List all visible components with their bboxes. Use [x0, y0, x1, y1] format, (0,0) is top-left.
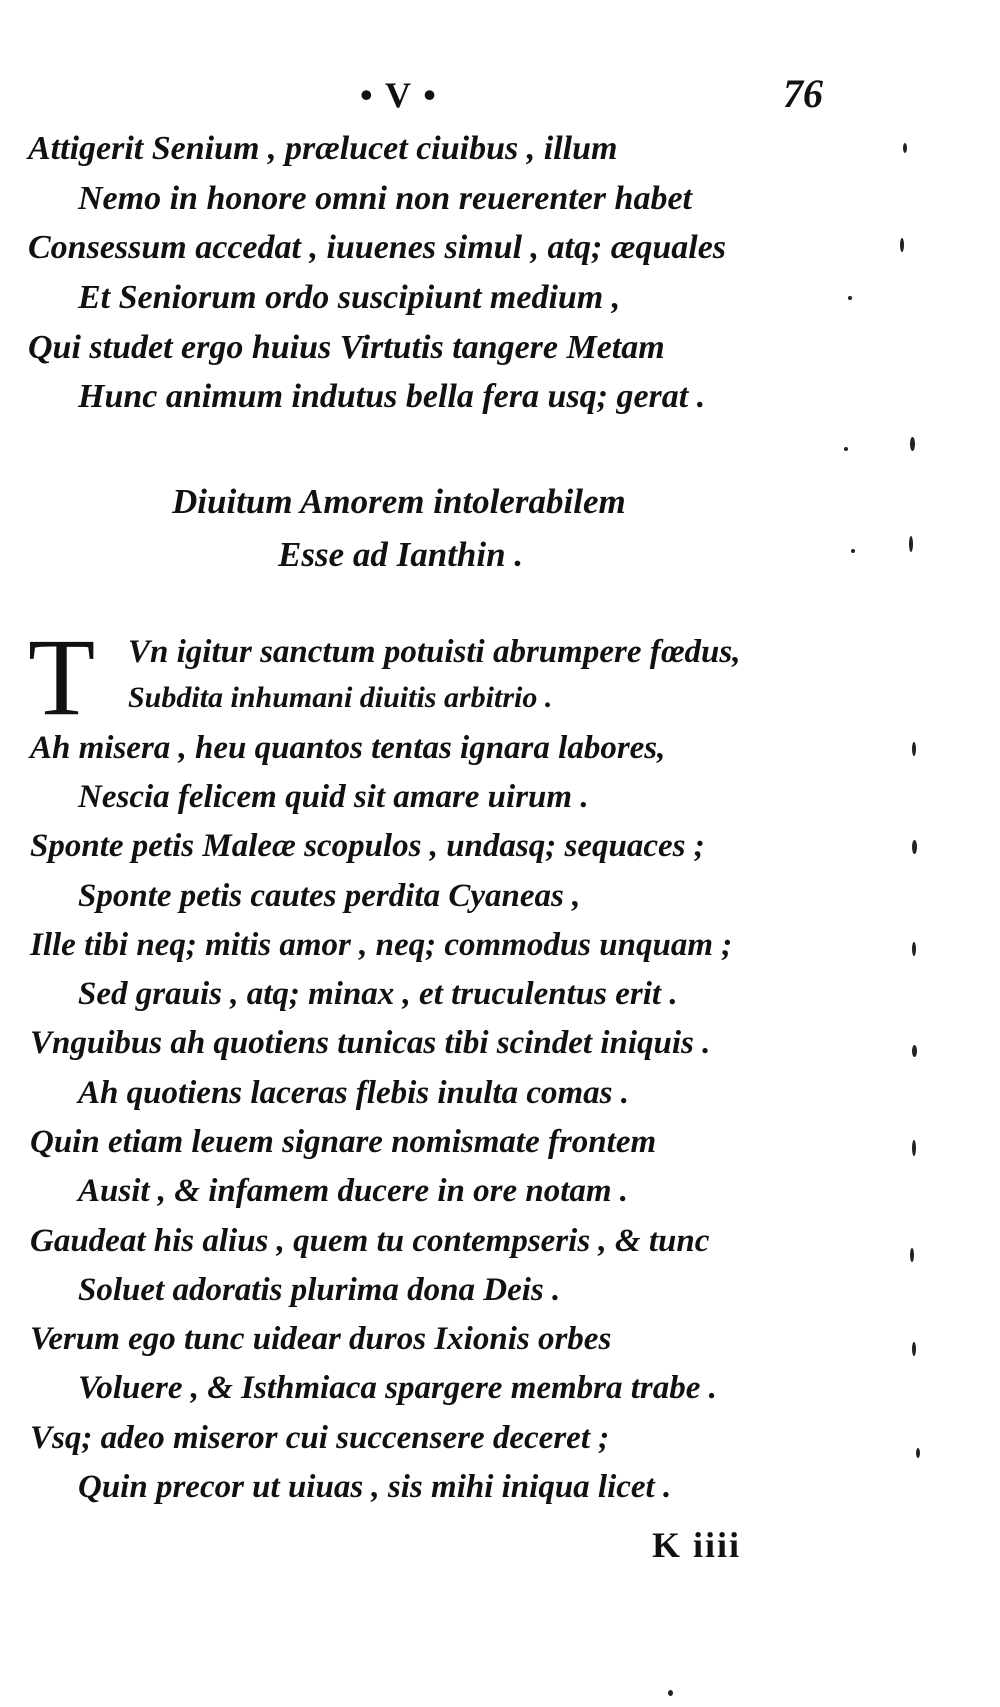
- poem1-line: Et Seniorum ordo suscipiunt medium ,: [78, 279, 621, 316]
- header-mark: • V •: [360, 75, 438, 115]
- poem-title-line2: Esse ad Ianthin .: [278, 535, 524, 574]
- poem2-line: Vn igitur sanctum potuisti abrumpere fœdus,: [128, 634, 741, 670]
- poem-title-line1: Diuitum Amorem intolerabilem: [172, 482, 626, 521]
- drop-cap: T: [28, 616, 96, 738]
- poem2-line: Vnguibus ah quotiens tunicas tibi scindet iniquis .: [30, 1025, 711, 1061]
- poem1-line: Attigerit Senium , prælucet ciuibus , illum: [28, 130, 618, 167]
- poem2-line: Sponte petis cautes perdita Cyaneas ,: [78, 878, 581, 914]
- scan-speck: [668, 1690, 673, 1696]
- poem1-line: Qui studet ergo huius Virtutis tangere Metam: [28, 329, 665, 366]
- scan-speck: [910, 1248, 914, 1262]
- scan-speck: [851, 549, 855, 553]
- poem1-line: Consessum accedat , iuuenes simul , atq; æquales: [28, 229, 727, 266]
- poem1-line: Hunc animum indutus bella fera usq; gerat .: [78, 378, 706, 415]
- scan-speck: [912, 1140, 916, 1156]
- poem2-line: Ah quotiens laceras flebis inulta comas .: [78, 1075, 629, 1111]
- scan-speck: [912, 742, 916, 756]
- poem2-line: Nescia felicem quid sit amare uirum .: [78, 779, 589, 815]
- poem2-line: Verum ego tunc uidear duros Ixionis orbes: [30, 1321, 612, 1357]
- scan-speck: [912, 1045, 917, 1057]
- scan-speck: [903, 143, 907, 153]
- poem2-line: Gaudeat his alius , quem tu contempseris , & tunc: [30, 1223, 710, 1259]
- page-number: 76: [783, 71, 823, 116]
- poem2-line: Sponte petis Maleæ scopulos , undasq; sequaces ;: [30, 828, 705, 864]
- scan-speck: [912, 942, 916, 956]
- poem2-line: Ille tibi neq; mitis amor , neq; commodus unquam ;: [30, 927, 733, 963]
- poem2-line: Ah misera , heu quantos tentas ignara labores,: [30, 730, 666, 766]
- scan-speck: [910, 437, 915, 451]
- poem2-line: Vsq; adeo miseror cui succensere deceret ;: [30, 1420, 610, 1456]
- poem1-line: Nemo in honore omni non reuerenter habet: [78, 180, 692, 217]
- scan-speck: [909, 536, 913, 552]
- poem2-line: Quin etiam leuem signare nomismate frontem: [30, 1124, 657, 1160]
- scan-speck: [912, 1342, 916, 1356]
- poem2-line: Quin precor ut uiuas , sis mihi iniqua licet .: [78, 1469, 672, 1505]
- poem2-line: Ausit , & infamem ducere in ore notam .: [78, 1173, 629, 1209]
- scan-speck: [916, 1448, 920, 1458]
- scan-speck: [912, 840, 917, 854]
- scan-speck: [848, 296, 852, 300]
- signature-mark: K iiii: [652, 1525, 742, 1565]
- scan-speck: [900, 238, 904, 252]
- scan-speck: [844, 447, 848, 451]
- poem2-line: Soluet adoratis plurima dona Deis .: [78, 1272, 561, 1308]
- poem2-line: Voluere , & Isthmiaca spargere membra trabe .: [78, 1370, 717, 1406]
- poem2-line: Sed grauis , atq; minax , et truculentus erit .: [78, 976, 678, 1012]
- poem2-line: Subdita inhumani diuitis arbitrio .: [128, 681, 553, 714]
